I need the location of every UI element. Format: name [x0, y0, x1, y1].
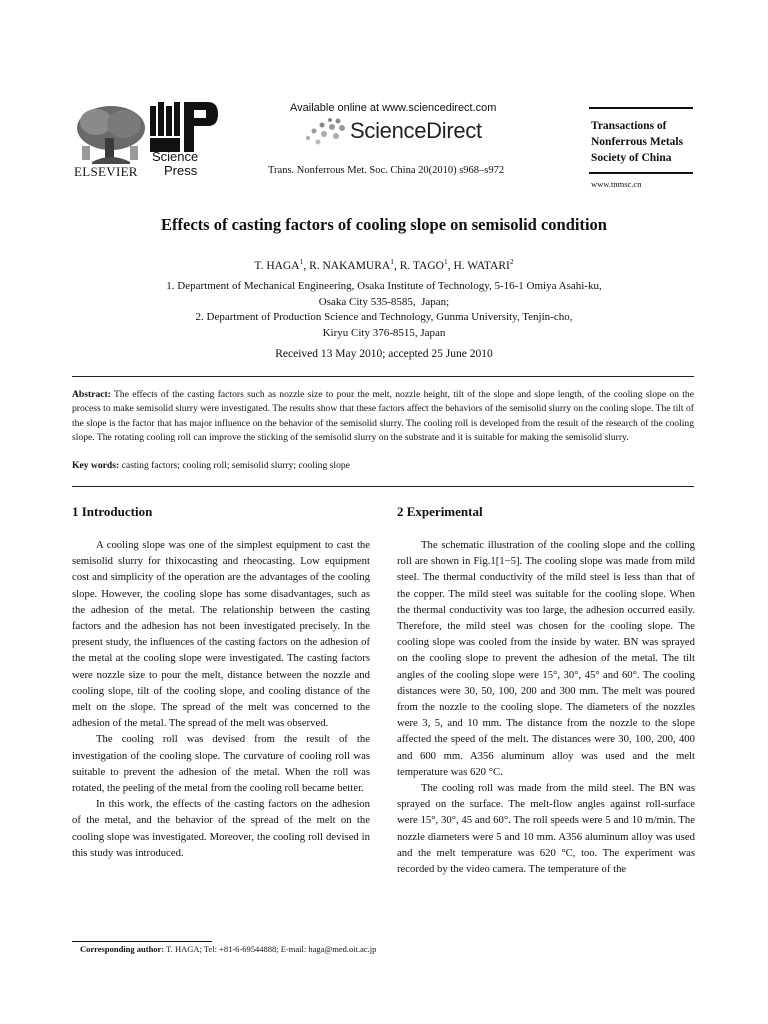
paragraph: The cooling roll was made from the mild steel. The BN was sprayed on the surface. The melt-flow angles against roll-surface were 15°, 30°, 45 and 60°. The roll speeds were 5 and 10 m/min. The nozzle diameters were 5 and 10 mm. A356 aluminum alloy was used and the melt temperature was 620 °C, too. The experiment was recorded by the video camera. The temperature of the: [397, 782, 695, 876]
corresponding-author-footnote: [80, 944, 376, 954]
science-press-logo-icon: [150, 102, 218, 154]
section-heading-introduction: 1 Introduction: [72, 504, 153, 519]
paragraph: In this work, the effects of the casting factors on the adhesion of the metal, and the behavior of the spread of the melt on the cooling slope was investigated. Moreover, the cooling roll devised in this study was introduced.: [72, 798, 370, 859]
author-list: T. HAGA$^1$, R. NAKAMURA$^1$, R. TAGO$^1$, H. WATARI$^2$: [254, 257, 514, 272]
affiliations: 1. Department of Mechanical Engineering, Osaka Institute of Technology, 5-16-1 Omiya Asahi-ku, Osaka City 535-8585, Japan; 2. Department of Production Science and Technology, Gunma University, Tenjin-cho, Kiryu City 376-8515, Japan: [166, 280, 602, 339]
footnote-label: Corresponding author:: [80, 944, 165, 954]
keywords: [72, 460, 694, 471]
introduction-column: [72, 537, 370, 861]
journal-citation: Trans. Nonferrous Met. Soc. China 20(2010) s968–s972: [268, 165, 505, 176]
society-rule-top: [589, 107, 693, 109]
keywords-text: casting factors; cooling roll; semisolid slurry; cooling slope: [121, 460, 350, 471]
elsevier-wordmark: ELSEVIER: [74, 164, 138, 179]
science-press-wordmark: Science Press: [152, 149, 199, 178]
abstract-text: The effects of the casting factors such as nozzle size to pour the melt, nozzle height, tilt of the slope and slope length, of the cooling slope on the process to make semisolid slurry were investigated. The results show that these factors affect the behaviors of the semisolid slurry on the cooling slope. The tilt of the slope is the factor that has major influence on the behavior of the semisolid slurry. The cooling roll is developed from the result of the research of the cooling slope. The rotating cooling roll can improve the sticking of the semisolid slurry on the substrate and it is suitable for making the semisolid slurry.: [72, 389, 694, 444]
society-url: www.tnmsc.cn: [591, 179, 642, 189]
article-title: Effects of casting factors of cooling slope on semisolid condition: [161, 215, 607, 234]
footnote-rule: [72, 941, 212, 942]
footnote-text: T. HAGA; Tel: +81-6-69544888; E-mail: haga@med.oit.ac.jp: [166, 944, 377, 954]
section-heading-experimental: 2 Experimental: [397, 504, 483, 519]
abstract-rule-bottom: [72, 486, 694, 487]
sciencedirect-wordmark: ScienceDirect: [350, 118, 482, 143]
author-name: H. WATARI: [453, 259, 510, 272]
abstract-rule-top: [72, 376, 694, 377]
paragraph: The cooling roll was devised from the result of the investigation of the cooling slope. The curvature of cooling roll was suitable to prevent the adhesion of the metal. When the roll was rotated, the peeling of the metal from the cooling roll became better.: [72, 733, 370, 795]
society-rule-bottom: [589, 172, 693, 174]
author-affiliation-mark: 1: [299, 257, 304, 266]
sciencedirect-dots-icon: [300, 116, 348, 146]
author-affiliation-mark: 1: [443, 257, 448, 266]
society-name: Transactions of Nonferrous Metals Society of China: [591, 120, 684, 164]
author-name: R. NAKAMURA: [309, 259, 391, 272]
author-affiliation-mark: 2: [509, 257, 514, 266]
abstract: [72, 388, 694, 446]
available-online-text: Available online at www.sciencedirect.com: [290, 102, 497, 114]
experimental-column: [397, 537, 695, 877]
author-affiliation-mark: 1: [390, 257, 394, 266]
paragraph: The schematic illustration of the cooling slope and the colling roll are shown in Fig.1[1−5]. The cooling slope was made from mild steel. The thermal conductivity of the mild steel is less than that of the copper. The mild steel was suitable for the cooling slope. When the thermal conductivity was too large, the adhesion occurred easily. Therefore, the mild steel was chosen for the cooling slope. The cooling slope was cooled from the inside by water. BN was sprayed on the cooling slope to prevent the adhesion of the metal. The tilt angles of the cooling slope were 15°, 30°, 45° and 60°. The cooling distances were 30, 50, 100, 200 and 300 mm. The melt was poured from the nozzle to the cooling slope. The diameters of the nozzles were 3, 5, and 10 mm. The distance from the nozzle to the slope affected the speed of the melt. The distances were 30, 100, 200, 400 and 600 mm. A356 aluminum alloy was used and the melt temperature was 620 °C.: [397, 539, 695, 778]
abstract-label: Abstract:: [72, 389, 111, 400]
received-dates: Received 13 May 2010; accepted 25 June 2010: [275, 348, 493, 360]
paragraph: A cooling slope was one of the simplest equipment to cast the semisolid slurry for thixocasting and rheocasting. Low equipment cost and simplicity of the operation are the advantages of the cooling slope. However, the cooling slope has some disadvantages, such as the adhesion of the metal. The relationship between the casting factors and the adhesion has not been investigated precisely. In the present study, the influences of the casting factors on the adhesion of the metal at the cooling slope were investigated. The casting factors were nozzle size to pour the melt, distance between the nozzle and cooling slope, tilt of the cooling slope, and cooling distance of the melt on the slope. The spread of the melt was concerned to the adhesion of the metal. The spread of the melt was observed.: [72, 539, 370, 730]
author-name: T. HAGA: [254, 259, 300, 272]
keywords-label: Key words:: [72, 460, 120, 471]
author-name: R. TAGO: [399, 259, 444, 272]
